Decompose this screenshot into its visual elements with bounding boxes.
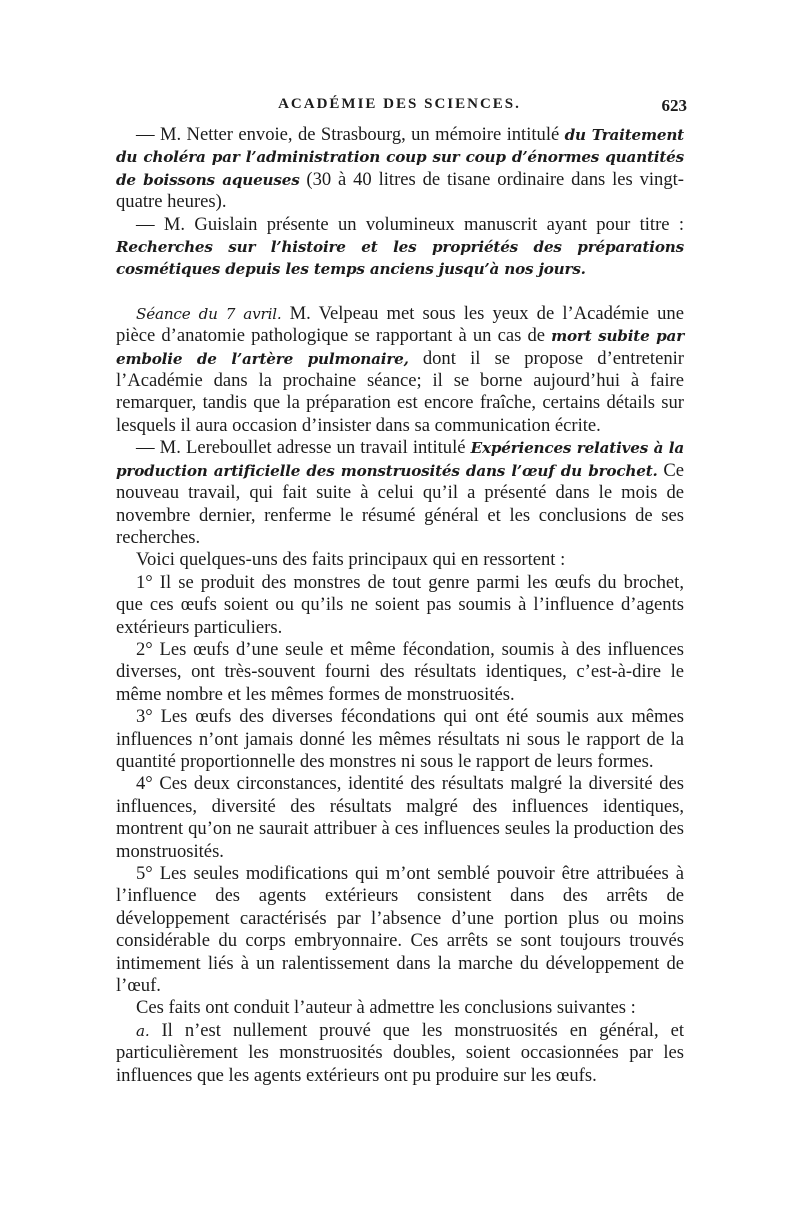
- velpeau-case: mort subite par embolie de l’artère pulmonaire,: [116, 327, 684, 368]
- paragraph-fact-2: 2° Les œufs d’une seule et même fécondation, soumis à des influences diverses, ont très-souvent fourni des résultats identiques, c’est-à-dire le même nombre et les mêmes formes de monstruosités.: [116, 638, 684, 705]
- paragraph-fact-1: 1° Il se produit des monstres de tout genre parmi les œufs du brochet, que ces œufs soient ou qu’ils ne soient pas soumis à l’influence d’agents extérieurs particuliers.: [116, 571, 684, 638]
- running-head-title: ACADÉMIE DES SCIENCES.: [278, 96, 521, 112]
- paragraph-conclusions-intro: Ces faits ont conduit l’auteur à admettre les conclusions suivantes :: [136, 997, 636, 1019]
- body-text: [116, 124, 684, 1087]
- paragraph-fact-4: 4° Ces deux circonstances, identité des résultats malgré la diversité des influences, diversité des résultats malgré des influences identiques, montrent qu’on ne saurait attribuer à ces influences seules la production des monstruosités.: [116, 773, 684, 862]
- paragraph-velpeau: [116, 303, 684, 437]
- netter-tail: (30 à 40 litres de tisane ordinaire dans les vingt-quatre heures).: [116, 168, 684, 213]
- lereboullet-tail: Ce nouveau travail, qui fait suite à celui qu’il a présenté dans le mois de novembre dernier, renferme le résumé général et les conclusions de ses recherches.: [116, 459, 685, 548]
- paragraph-netter: [116, 124, 684, 214]
- lereboullet-lead: — M. Lereboullet adresse un travail intitulé: [136, 437, 471, 459]
- page-number: 623: [661, 96, 687, 115]
- conclusion-a-text: Il n’est nullement prouvé que les monstruosités en général, et particulièrement les monstruosités doubles, soient occasionnées par les influences que les agents extérieurs ont pu produire sur les œufs.: [116, 1019, 684, 1086]
- paragraph-lereboullet: [116, 437, 684, 549]
- paragraph-guislain: [116, 214, 684, 281]
- paragraph-fact-3: 3° Les œufs des diverses fécondations qui ont été soumis aux mêmes influences n’ont jamais donné les mêmes résultats ni sous le rapport de la quantité proportionnelle des monstres ni sous le rapport de leurs formes.: [116, 706, 684, 772]
- netter-lead: — M. Netter envoie, de Strasbourg, un mémoire intitulé: [136, 124, 565, 145]
- seance-heading: Séance du 7 avril.: [136, 304, 282, 323]
- paragraph-fact-5: 5° Les seules modifications qui m’ont semblé pouvoir être attribuées à l’influence des agents extérieurs consistent dans des arrêts de développement caractérisés par l’absence d’une portion plus ou moins considérable du corps embryonnaire. Ces arrêts se sont toujours trouvés intimement liés à un ralentissement dans la marche du développement de l’œuf.: [116, 863, 684, 997]
- netter-title: du Traitement du choléra par l’administration coup sur coup d’énormes quantités de boissons aqueuses: [116, 126, 684, 189]
- guislain-title: Recherches sur l’histoire et les propriétés des préparations cosmétiques depuis les temps anciens jusqu’à nos jours.: [116, 238, 684, 279]
- paragraph-intro-facts: Voici quelques-uns des faits principaux qui en ressortent :: [136, 549, 566, 571]
- conclusion-a-marker: a.: [136, 1021, 150, 1040]
- paragraph-conclusion-a: [116, 1020, 684, 1087]
- running-head: [112, 96, 687, 120]
- guislain-lead: — M. Guislain présente un volumineux manuscrit ayant pour titre :: [136, 213, 684, 235]
- velpeau-lead: M. Velpeau met sous les yeux de l’Académie une pièce d’anatomie pathologique se rapportant à un cas de: [116, 302, 684, 347]
- velpeau-tail: dont il se propose d’entretenir l’Académie dans la prochaine séance; il se borne aujourd’hui à faire remarquer, tandis que la préparation est encore fraîche, certains détails sur lesquels il aura occasion d’insister dans sa communication écrite.: [116, 347, 684, 436]
- lereboullet-title: Expériences relatives à la production artificielle des monstruosités dans l’œuf du brochet.: [116, 439, 685, 480]
